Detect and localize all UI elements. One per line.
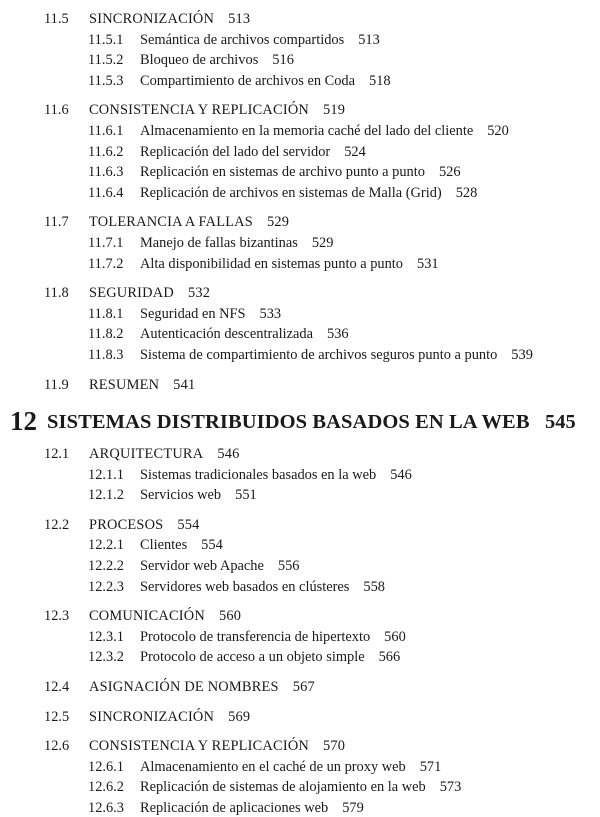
page-number: 554 (177, 516, 200, 533)
section-number: 12.6 (44, 738, 70, 755)
page-number: 546 (390, 466, 412, 483)
subsection-entry (0, 33, 600, 49)
subsection-title: Autenticación descentralizada (140, 326, 313, 343)
section-entry (0, 215, 600, 231)
page-number: 579 (342, 800, 364, 816)
page-number: 529 (266, 214, 290, 231)
section-entry (0, 378, 600, 394)
section-title-line (89, 518, 200, 532)
subsection-number: 11.5.2 (88, 52, 124, 69)
subsection-entry (0, 165, 600, 181)
subsection-title: Alta disponibilidad en sistemas punto a punto (140, 255, 404, 272)
page-number: 536 (327, 326, 349, 343)
section-title-line (89, 739, 345, 753)
subsection-entry (0, 630, 600, 646)
subsection-number: 11.6.2 (88, 143, 124, 160)
page-number: 518 (369, 72, 391, 89)
subsection-title-line (140, 257, 439, 271)
section-title-line (89, 680, 315, 694)
page-number: 526 (438, 164, 461, 181)
chapter-number: 12 (10, 406, 37, 436)
section-entry (0, 518, 600, 534)
subsection-entry (0, 145, 600, 161)
subsection-entry (0, 327, 600, 343)
subsection-title: Replicación de sistemas de alojamiento en la web (140, 779, 426, 796)
subsection-title-line (140, 33, 380, 47)
subsection-title-line (140, 74, 391, 88)
section-title: PROCESOS (89, 516, 164, 533)
section-number: 12.5 (44, 708, 70, 725)
subsection-number: 11.5.1 (88, 31, 124, 48)
section-entry (0, 739, 600, 755)
section-entry (0, 710, 600, 726)
section-title-line (89, 215, 289, 229)
subsection-entry (0, 236, 600, 252)
section-entry (0, 447, 600, 463)
subsection-title-line (140, 801, 364, 815)
section-number: 11.8 (44, 285, 69, 302)
subsection-title: Semántica de archivos compartidos (140, 31, 345, 48)
subsection-title: Compartimiento de archivos en Coda (140, 72, 356, 89)
chapter-page-number: 545 (545, 411, 576, 433)
subsection-number: 12.1.1 (88, 466, 124, 483)
subsection-title-line (140, 186, 477, 200)
subsection-number: 11.5.3 (88, 72, 124, 89)
subsection-number: 12.2.1 (88, 537, 124, 554)
subsection-title: Protocolo de acceso a un objeto simple (140, 649, 365, 666)
section-title: SEGURIDAD (89, 285, 174, 302)
subsection-entry (0, 53, 600, 69)
subsection-number: 12.6.1 (88, 758, 124, 775)
subsection-entry (0, 186, 600, 202)
section-number: 11.7 (44, 214, 69, 231)
subsection-entry (0, 468, 600, 484)
page-number: 532 (187, 285, 211, 302)
section-title: TOLERANCIA A FALLAS (89, 214, 253, 231)
subsection-title-line (140, 145, 366, 159)
subsection-title: Clientes (140, 537, 188, 554)
section-title: ARQUITECTURA (89, 446, 204, 462)
chapter-heading (0, 406, 600, 438)
subsection-number: 12.6.3 (88, 800, 124, 816)
page-number: 567 (292, 679, 315, 695)
subsection-title: Servicios web (140, 487, 222, 504)
section-number: 11.9 (44, 376, 69, 393)
subsection-title-line (140, 348, 533, 362)
subsection-title: Replicación en sistemas de archivo punto a punto (140, 164, 425, 181)
subsection-title: Replicación de aplicaciones web (140, 800, 329, 816)
section-entry (0, 12, 600, 28)
section-number: 12.3 (44, 608, 70, 625)
page-number: 554 (201, 537, 223, 554)
page-number: 533 (259, 305, 282, 322)
subsection-entry (0, 801, 600, 817)
subsection-title: Manejo de fallas bizantinas (140, 235, 298, 251)
subsection-entry (0, 488, 600, 504)
subsection-title-line (140, 760, 441, 774)
subsection-title-line (140, 630, 406, 644)
subsection-title: Servidores web basados en clústeres (140, 578, 350, 595)
subsection-title-line (140, 488, 257, 502)
subsection-title-line (140, 327, 349, 341)
subsection-title: Seguridad en NFS (140, 305, 246, 322)
section-title-line (89, 710, 250, 724)
subsection-entry (0, 538, 600, 554)
page-number: 558 (363, 578, 385, 595)
subsection-entry (0, 559, 600, 575)
page-number: 516 (272, 52, 294, 69)
page-number: 551 (235, 487, 257, 504)
page-number: 560 (218, 608, 242, 625)
subsection-number: 12.3.2 (88, 649, 124, 666)
page-number: 528 (455, 184, 478, 201)
page-number: 573 (439, 779, 462, 796)
subsection-title: Replicación del lado del servidor (140, 143, 331, 160)
section-number: 12.2 (44, 516, 70, 533)
section-number: 11.6 (44, 102, 69, 119)
page-number: 546 (217, 446, 240, 462)
page-number: 520 (487, 123, 509, 139)
subsection-number: 12.6.2 (88, 779, 124, 796)
section-title: CONSISTENCIA Y REPLICACIÓN (89, 102, 310, 119)
subsection-number: 11.8.3 (88, 347, 124, 363)
subsection-entry (0, 348, 600, 364)
subsection-title-line (140, 165, 461, 179)
subsection-title-line (140, 307, 281, 321)
subsection-entry (0, 307, 600, 323)
section-entry (0, 286, 600, 302)
page-number: 529 (311, 235, 334, 251)
subsection-title: Sistema de compartimiento de archivos seguros punto a punto (140, 347, 498, 363)
page-number: 570 (323, 738, 346, 755)
page-number: 519 (323, 102, 346, 119)
subsection-title-line (140, 559, 299, 573)
subsection-title-line (140, 538, 223, 552)
section-title: CONSISTENCIA Y REPLICACIÓN (89, 738, 310, 755)
page-number: 539 (511, 347, 533, 363)
subsection-title-line (140, 468, 412, 482)
section-title: SINCRONIZACIÓN (89, 708, 215, 725)
section-title-line (89, 103, 345, 117)
subsection-title: Protocolo de transferencia de hipertexto (140, 628, 371, 645)
page-number: 513 (228, 11, 251, 27)
page-number: 531 (417, 255, 439, 272)
section-entry (0, 103, 600, 119)
subsection-entry (0, 760, 600, 776)
subsection-number: 11.8.1 (88, 305, 124, 322)
page-number: 524 (344, 143, 366, 160)
section-title: COMUNICACIÓN (89, 608, 205, 625)
subsection-entry (0, 257, 600, 273)
subsection-number: 11.6.3 (88, 164, 124, 181)
section-title-line (89, 12, 250, 26)
page-number: 566 (378, 649, 401, 666)
subsection-title: Bloqueo de archivos (140, 52, 259, 69)
section-title: SINCRONIZACIÓN (89, 11, 215, 27)
section-title-line (89, 447, 240, 461)
subsection-number: 11.6.4 (88, 184, 124, 201)
subsection-number: 12.3.1 (88, 628, 124, 645)
page-number: 513 (358, 31, 380, 48)
subsection-title-line (140, 780, 461, 794)
section-number: 12.4 (44, 679, 70, 695)
subsection-entry (0, 580, 600, 596)
page-number: 560 (384, 628, 406, 645)
section-number: 12.1 (44, 446, 70, 462)
page-number: 569 (228, 708, 251, 725)
section-title-line (89, 286, 210, 300)
subsection-title: Servidor web Apache (140, 558, 264, 574)
subsection-title: Almacenamiento en la memoria caché del lado del cliente (140, 123, 474, 139)
subsection-entry (0, 124, 600, 140)
section-number: 11.5 (44, 11, 69, 27)
subsection-title-line (140, 580, 385, 594)
subsection-entry (0, 74, 600, 90)
page-number: 541 (173, 376, 196, 393)
section-title: RESUMEN (89, 376, 160, 393)
subsection-title-line (140, 124, 509, 138)
section-title-line (89, 609, 241, 623)
section-entry (0, 680, 600, 696)
section-title: ASIGNACIÓN DE NOMBRES (89, 679, 279, 695)
subsection-title-line (140, 53, 294, 67)
subsection-title: Sistemas tradicionales basados en la web (140, 466, 377, 483)
subsection-entry (0, 650, 600, 666)
subsection-number: 12.2.2 (88, 558, 124, 574)
subsection-title: Almacenamiento en el caché de un proxy web (140, 758, 406, 775)
subsection-number: 11.7.2 (88, 255, 124, 272)
section-title-line (89, 378, 195, 392)
subsection-number: 12.1.2 (88, 487, 124, 504)
subsection-title-line (140, 236, 333, 250)
subsection-number: 11.8.2 (88, 326, 124, 343)
page-number: 571 (419, 758, 442, 775)
subsection-number: 11.7.1 (88, 235, 124, 251)
page-number: 556 (277, 558, 300, 574)
subsection-title: Replicación de archivos en sistemas de Malla (Grid) (140, 184, 442, 201)
section-entry (0, 609, 600, 625)
subsection-entry (0, 780, 600, 796)
subsection-title-line (140, 650, 400, 664)
subsection-number: 12.2.3 (88, 578, 124, 595)
chapter-title: SISTEMAS DISTRIBUIDOS BASADOS EN LA WEB (47, 411, 530, 433)
subsection-number: 11.6.1 (88, 123, 124, 139)
